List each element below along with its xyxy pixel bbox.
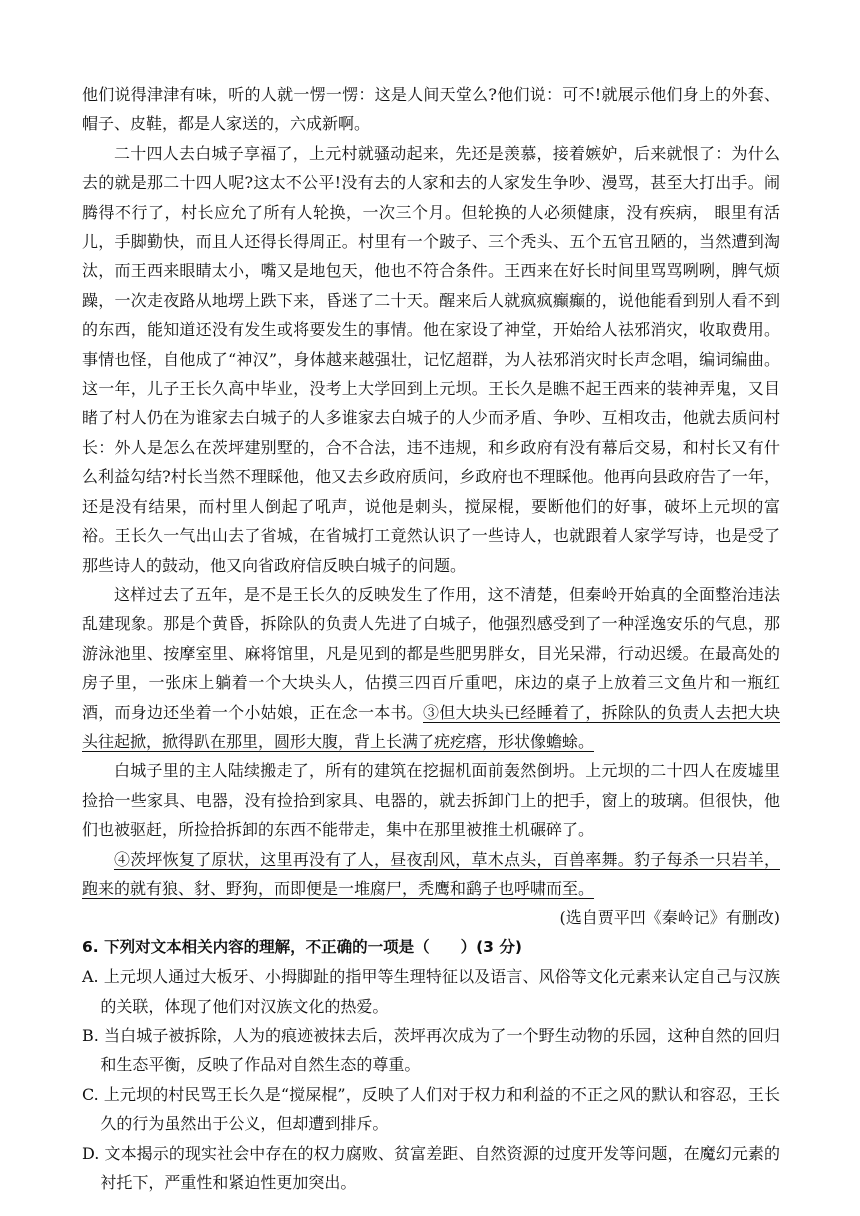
option-c: C. 上元坝的村民骂王长久是“搅屎棍”，反映了人们对于权力和利益的不正之风的默认和容忍，王长久的行为虽然出于公义，但却遭到排斥。 <box>82 1084 780 1134</box>
question-6-stem: 6. 下列对文本相关内容的理解，不正确的一项是（ ）(3 分) <box>82 937 522 956</box>
underlined-sentence-4: ④茨坪恢复了原状，这里再没有了人，昼夜刮风，草木点头，百兽率舞。豹子每杀一只岩羊，跑来的就有狼、豺、野狗，而即便是一堆腐尸，秃鹰和鹞子也呼啸而至。 <box>82 849 780 898</box>
paragraph-3-text: 这样过去了五年，是不是王长久的反映发生了作用，这不清楚，但秦岭开始真的全面整治违法乱建现象。那是个黄昏，拆除队的负责人先进了白城子，他强烈感受到了一种淫逸安乐的气息，那游泳池里、按摩室里、麻将馆里，凡是见到的都是些肥男胖女，目光呆滞，行动迟缓。在最高处的房子里，一张床上躺着一个大块头人，估摸三四百斤重吧，床边的桌子上放着三文鱼片和一瓶红酒，而身边还坐着一个小姑娘，正在念一本书。 <box>82 584 780 722</box>
passage-paragraph-4: 白城子里的主人陆续搬走了，所有的建筑在挖掘机面前轰然倒坍。上元坝的二十四人在废墟里捡拾一些家具、电器，没有捡拾到家具、电器的，就去拆卸门上的把手，窗上的玻璃。但很快，他们也被驱赶，所捡拾拆卸的东西不能带走，集中在那里被推土机碾碎了。 <box>82 761 780 840</box>
passage-paragraph-2: 二十四人去白城子享福了，上元村就骚动起来，先还是羡慕，接着嫉妒，后来就恨了：为什么去的就是那二十四人呢?这太不公平!没有去的人家和去的人家发生争吵、漫骂，甚至大打出手。闹腾得不行了，村长应允了所有人轮换，一次三个月。但轮换的人必须健康，没有疾病， 眼里有活儿，手脚勤快，而且人还得长得周正。村里有一个跛子、三个秃头、五个五官丑陋的，当然遭到淘汰，而王西来眼睛太小，嘴又是地包天，他也不符合条件。王西来在好长时间里骂骂咧咧，脾气烦躁，一次走夜路从地塄上跌下来，昏迷了二十天。醒来后人就疯疯癫癫的，说他能看到别人看不到的东西，能知道还没有发生或将要发生的事情。他在家设了神堂，开始给人祛邪消灾，收取费用。事情也怪，自他成了“神汉”，身体越来越强壮，记忆超群，为人祛邪消灾时长声念唱，编词编曲。这一年，儿子王长久高中毕业，没考上大学回到上元坝。王长久是瞧不起王西来的装神弄鬼，又目睹了村人仍在为谁家去白城子的人多谁家去白城子的人少而矛盾、争吵、互相攻击，他就去质问村长：外人是怎么在茨坪建别墅的，合不合法，违不违规，和乡政府有没有幕后交易，和村长又有什么利益勾结?村长当然不理睬他，他又去乡政府质问，乡政府也不理睬他。他再向县政府告了一年，还是没有结果，而村里人倒起了吼声，说他是刺头，搅屎棍，要断他们的好事，破坏上元坝的富裕。王长久一气出山去了省城，在省城打工竟然认识了一些诗人，也就跟着人家学写诗，也是受了那些诗人的鼓动，他又向省政府信反映白城子的问题。 <box>82 143 780 575</box>
passage-source: (选自贾平凹《秦岭记》有删改) <box>559 908 780 928</box>
passage-paragraph-5 <box>82 845 780 904</box>
passage-paragraph-3 <box>82 580 780 756</box>
option-a: A. 上元坝人通过大板牙、小拇脚趾的指甲等生理特征以及语言、风俗等文化元素来认定自己与汉族的关联，体现了他们对汉族文化的热爱。 <box>82 967 780 1016</box>
underlined-sentence-3: ③但大块头已经睡着了，拆除队的负责人去把大块头往起掀，掀得趴在那里，圆形大腹，背上长满了疣疙瘩，形状像蟾蜍。 <box>82 702 780 751</box>
option-d: D. 文本揭示的现实社会中存在的权力腐败、贫富差距、自然资源的过度开发等问题，在魔幻元素的衬托下，严重性和紧迫性更加突出。 <box>82 1143 780 1193</box>
passage-paragraph-1: 他们说得津津有味，听的人就一愣一愣：这是人间天堂么?他们说：可不!就展示他们身上的外套、帽子、皮鞋，都是人家送的，六成新啊。 <box>82 85 780 134</box>
option-b: B. 当白城子被拆除，人为的痕迹被抹去后，茨坪再次成为了一个野生动物的乐园，这种自然的回归和生态平衡，反映了作品对自然生态的尊重。 <box>82 1026 780 1075</box>
